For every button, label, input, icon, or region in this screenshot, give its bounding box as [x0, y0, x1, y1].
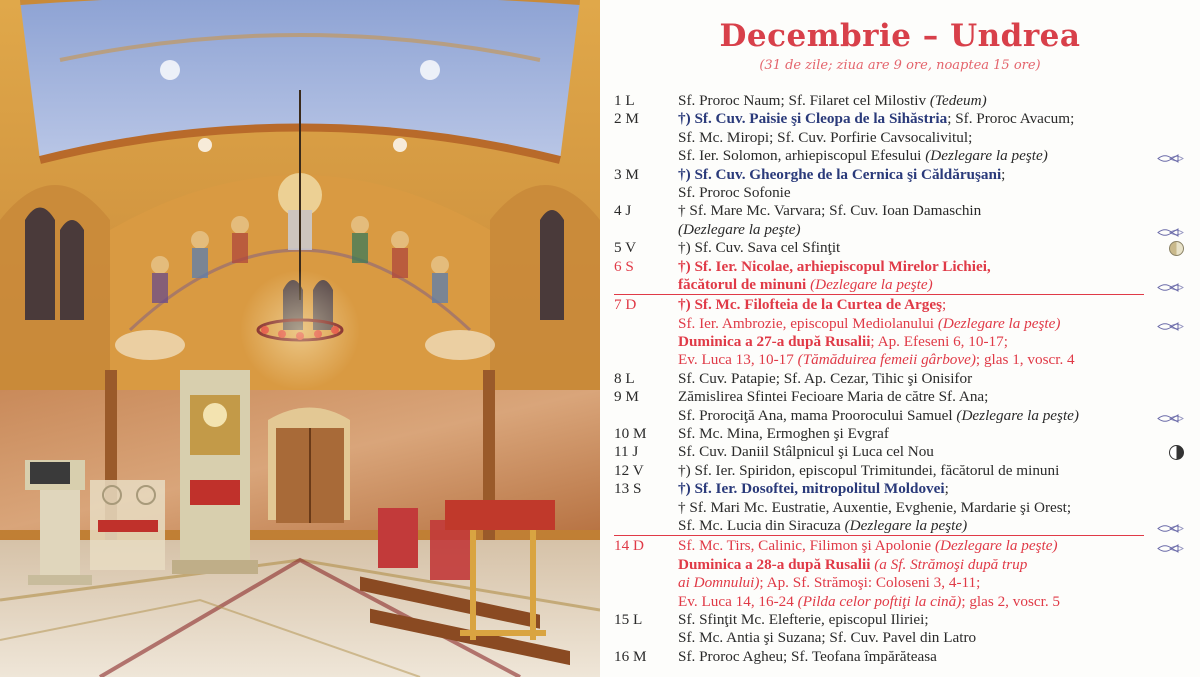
- entry-line: [614, 202, 1186, 220]
- entry-text: Sf. Ier. Ambrozie, episcopul Mediolanului: [678, 314, 938, 332]
- fish-icon: [1156, 521, 1186, 532]
- entry-text: Duminica a 27-a după Rusalii: [678, 333, 871, 351]
- entry-text: †) Sf. Cuv. Gheorghe de la Cernica şi Căldăruşani: [678, 165, 1002, 183]
- entry-text: ; Ap. Sf. Strămoşi: Coloseni 3, 4-11;: [759, 574, 981, 592]
- entry-text: ;: [1001, 165, 1006, 183]
- calendar-entry: [614, 166, 1186, 203]
- fish-icon: [1156, 411, 1186, 422]
- calendar-entry: [614, 239, 1186, 257]
- calendar-entry: [614, 258, 1186, 295]
- entry-day: 9 M: [614, 388, 639, 406]
- entry-line: [614, 556, 1186, 574]
- entry-line: [614, 110, 1186, 128]
- entry-text: † Sf. Mare Mc. Varvara; Sf. Cuv. Ioan Damaschin: [678, 202, 982, 220]
- entry-line: [614, 184, 1186, 202]
- entry-text: Sf. Ier. Solomon, arhiepiscopul Efesului: [678, 147, 926, 165]
- entry-text: (Dezlegare la peşte): [937, 314, 1061, 332]
- entry-text: Zămislirea Sfintei Fecioare Maria de către Sf. Ana;: [678, 388, 989, 406]
- entry-text: ; Sf. Proroc Avacum;: [947, 110, 1075, 128]
- calendar-entry: [614, 202, 1186, 239]
- calendar-page: [600, 0, 1200, 677]
- entry-text: †) Sf. Cuv. Paisie şi Cleopa de la Sihăstria: [678, 110, 948, 128]
- entry-text: †) Sf. Cuv. Sava cel Sfinţit: [678, 239, 841, 257]
- entry-day: 3 M: [614, 165, 639, 183]
- entry-text: †) Sf. Mc. Filofteia de la Curtea de Argeş: [678, 296, 943, 314]
- entry-day: 15 L: [614, 610, 643, 628]
- entry-line: [614, 593, 1186, 611]
- entry-text: (Pilda celor poftiţi la cină): [797, 592, 962, 610]
- entry-day: 1 L: [614, 92, 635, 109]
- entry-text: Sf. Proroc Agheu; Sf. Teofana împărăteasa: [678, 647, 937, 665]
- entry-line: [614, 333, 1186, 351]
- entry-day: 7 D: [614, 296, 637, 314]
- calendar-entry: [614, 537, 1186, 611]
- calendar-entry: [614, 425, 1186, 443]
- entry-text: Sf. Sfinţit Mc. Elefterie, episcopul Iliriei;: [678, 610, 929, 628]
- entry-line: [614, 537, 1186, 555]
- entry-line: [614, 648, 1186, 666]
- entry-text: Sf. Proroc Sofonie: [678, 183, 791, 201]
- entry-line: [614, 92, 1186, 110]
- calendar-entry: [614, 443, 1186, 461]
- entry-line: [614, 629, 1186, 647]
- entry-text: Sf. Prorociţă Ana, mama Proorocului Samuel: [678, 406, 957, 424]
- entry-line: [614, 351, 1186, 369]
- entry-text: (a Sf. Strămoşi după trup: [870, 555, 1028, 573]
- entry-text: Sf. Mc. Miropi; Sf. Cuv. Porfirie Cavsocalivitul;: [678, 128, 973, 146]
- entry-text: Sf. Cuv. Patapie; Sf. Ap. Cezar, Tihic şi Onisifor: [678, 369, 973, 387]
- entry-text: (Tedeum): [929, 92, 987, 109]
- calendar-entry: [614, 92, 1186, 110]
- entry-line: [614, 147, 1186, 165]
- fish-icon: [1156, 541, 1186, 552]
- entry-day: 2 M: [614, 110, 639, 128]
- fish-icon: [1156, 151, 1186, 162]
- entry-text: †) Sf. Ier. Nicolae, arhiepiscopul Mirelor Lichiei,: [678, 257, 991, 275]
- entry-text: †) Sf. Ier. Spiridon, episcopul Trimitundei, făcătorul de minuni: [678, 461, 1060, 479]
- entry-text: (Dezlegare la peşte): [806, 275, 933, 293]
- calendar-title: Decembrie – Undrea: [719, 18, 1081, 54]
- entry-text: făcătorul de minuni: [678, 275, 807, 293]
- entry-text: Sf. Cuv. Daniil Stâlpnicul şi Luca cel Nou: [678, 443, 934, 461]
- entry-text: ;: [942, 296, 947, 314]
- entry-day: 4 J: [614, 202, 632, 220]
- separator-stroke: [614, 294, 1144, 295]
- calendar-entry: [614, 462, 1186, 480]
- entry-line: [614, 480, 1186, 498]
- entry-text: Sf. Mc. Mina, Ermoghen şi Evgraf: [678, 425, 889, 443]
- entry-day: 5 V: [614, 239, 637, 257]
- entry-text: †) Sf. Ier. Dosoftei, mitropolitul Moldovei: [678, 480, 945, 498]
- moon-phase-icon: [1169, 445, 1184, 460]
- entry-line: [614, 462, 1186, 480]
- entry-line: [614, 370, 1186, 388]
- entry-line: [614, 499, 1186, 517]
- entry-text: ; glas 2, voscr. 5: [961, 592, 1061, 610]
- entry-line: [614, 166, 1186, 184]
- entry-text: Ev. Luca 14, 16-24: [678, 592, 798, 610]
- calendar-subtitle: (31 de zile; ziua are 9 ore, noaptea 15 ore): [759, 58, 1041, 73]
- entry-line: [614, 239, 1186, 257]
- entry-text: (Dezlegare la peşte): [844, 516, 968, 534]
- entry-day: 13 S: [614, 480, 642, 498]
- entry-text: (Dezlegare la peşte): [956, 406, 1079, 424]
- entry-text: Ev. Luca 13, 10-17: [678, 351, 798, 369]
- entry-day: 8 L: [614, 369, 635, 387]
- entry-text: Sf. Mc. Tirs, Calinic, Filimon şi Apolonie: [678, 537, 935, 555]
- entry-line: [614, 425, 1186, 443]
- entry-text: (Dezlegare la peşte): [934, 537, 1058, 555]
- separator-stroke: [614, 535, 1144, 536]
- entry-text: Sf. Mc. Lucia din Siracuza: [678, 516, 845, 534]
- entry-line: [614, 443, 1186, 461]
- calendar-entry: [614, 388, 1186, 425]
- entry-line: [614, 276, 1186, 294]
- entry-line: [614, 221, 1186, 239]
- entry-line: [614, 258, 1186, 276]
- entry-text: † Sf. Mari Mc. Eustratie, Auxentie, Evghenie, Mardarie şi Orest;: [678, 498, 1072, 516]
- entry-day: 14 D: [614, 537, 644, 555]
- calendar-entry: [614, 370, 1186, 388]
- entry-text: Sf. Proroc Naum; Sf. Filaret cel Milostiv: [678, 92, 930, 109]
- entry-text: ;: [944, 480, 949, 498]
- entry-text: (Dezlegare la peşte): [678, 220, 801, 238]
- entry-line: [614, 129, 1186, 147]
- calendar-entry: [614, 480, 1186, 535]
- entry-day: 12 V: [614, 461, 644, 479]
- fish-icon: [1156, 280, 1186, 291]
- calendar-entry: [614, 648, 1186, 666]
- entry-day: 11 J: [614, 443, 639, 461]
- entry-text: ; Ap. Efeseni 6, 10-17;: [870, 333, 1008, 351]
- entry-line: [614, 407, 1186, 425]
- entry-day: 16 M: [614, 647, 647, 665]
- entry-day: 6 S: [614, 257, 634, 275]
- entry-line: [614, 388, 1186, 406]
- calendar-entry: [614, 611, 1186, 648]
- calendar-entry: [614, 110, 1186, 165]
- moon-phase-icon: [1169, 241, 1184, 256]
- entry-text: ai Domnului): [678, 574, 760, 592]
- entry-line: [614, 574, 1186, 592]
- calendar-entries: [614, 92, 1186, 666]
- calendar-entry: [614, 296, 1186, 370]
- entry-line: [614, 315, 1186, 333]
- entry-text: Sf. Mc. Antia şi Suzana; Sf. Cuv. Pavel din Latro: [678, 629, 977, 647]
- entry-text: (Tămăduirea femeii gârbove): [797, 351, 976, 369]
- fish-icon: [1156, 319, 1186, 330]
- entry-line: [614, 611, 1186, 629]
- entry-text: Duminica a 28-a după Rusalii: [678, 555, 871, 573]
- entry-text: (Dezlegare la peşte): [925, 147, 1048, 165]
- entry-text: ; glas 1, voscr. 4: [975, 351, 1075, 369]
- fish-icon: [1156, 225, 1186, 236]
- entry-line: [614, 517, 1186, 535]
- entry-line: [614, 296, 1186, 314]
- entry-day: 10 M: [614, 425, 647, 443]
